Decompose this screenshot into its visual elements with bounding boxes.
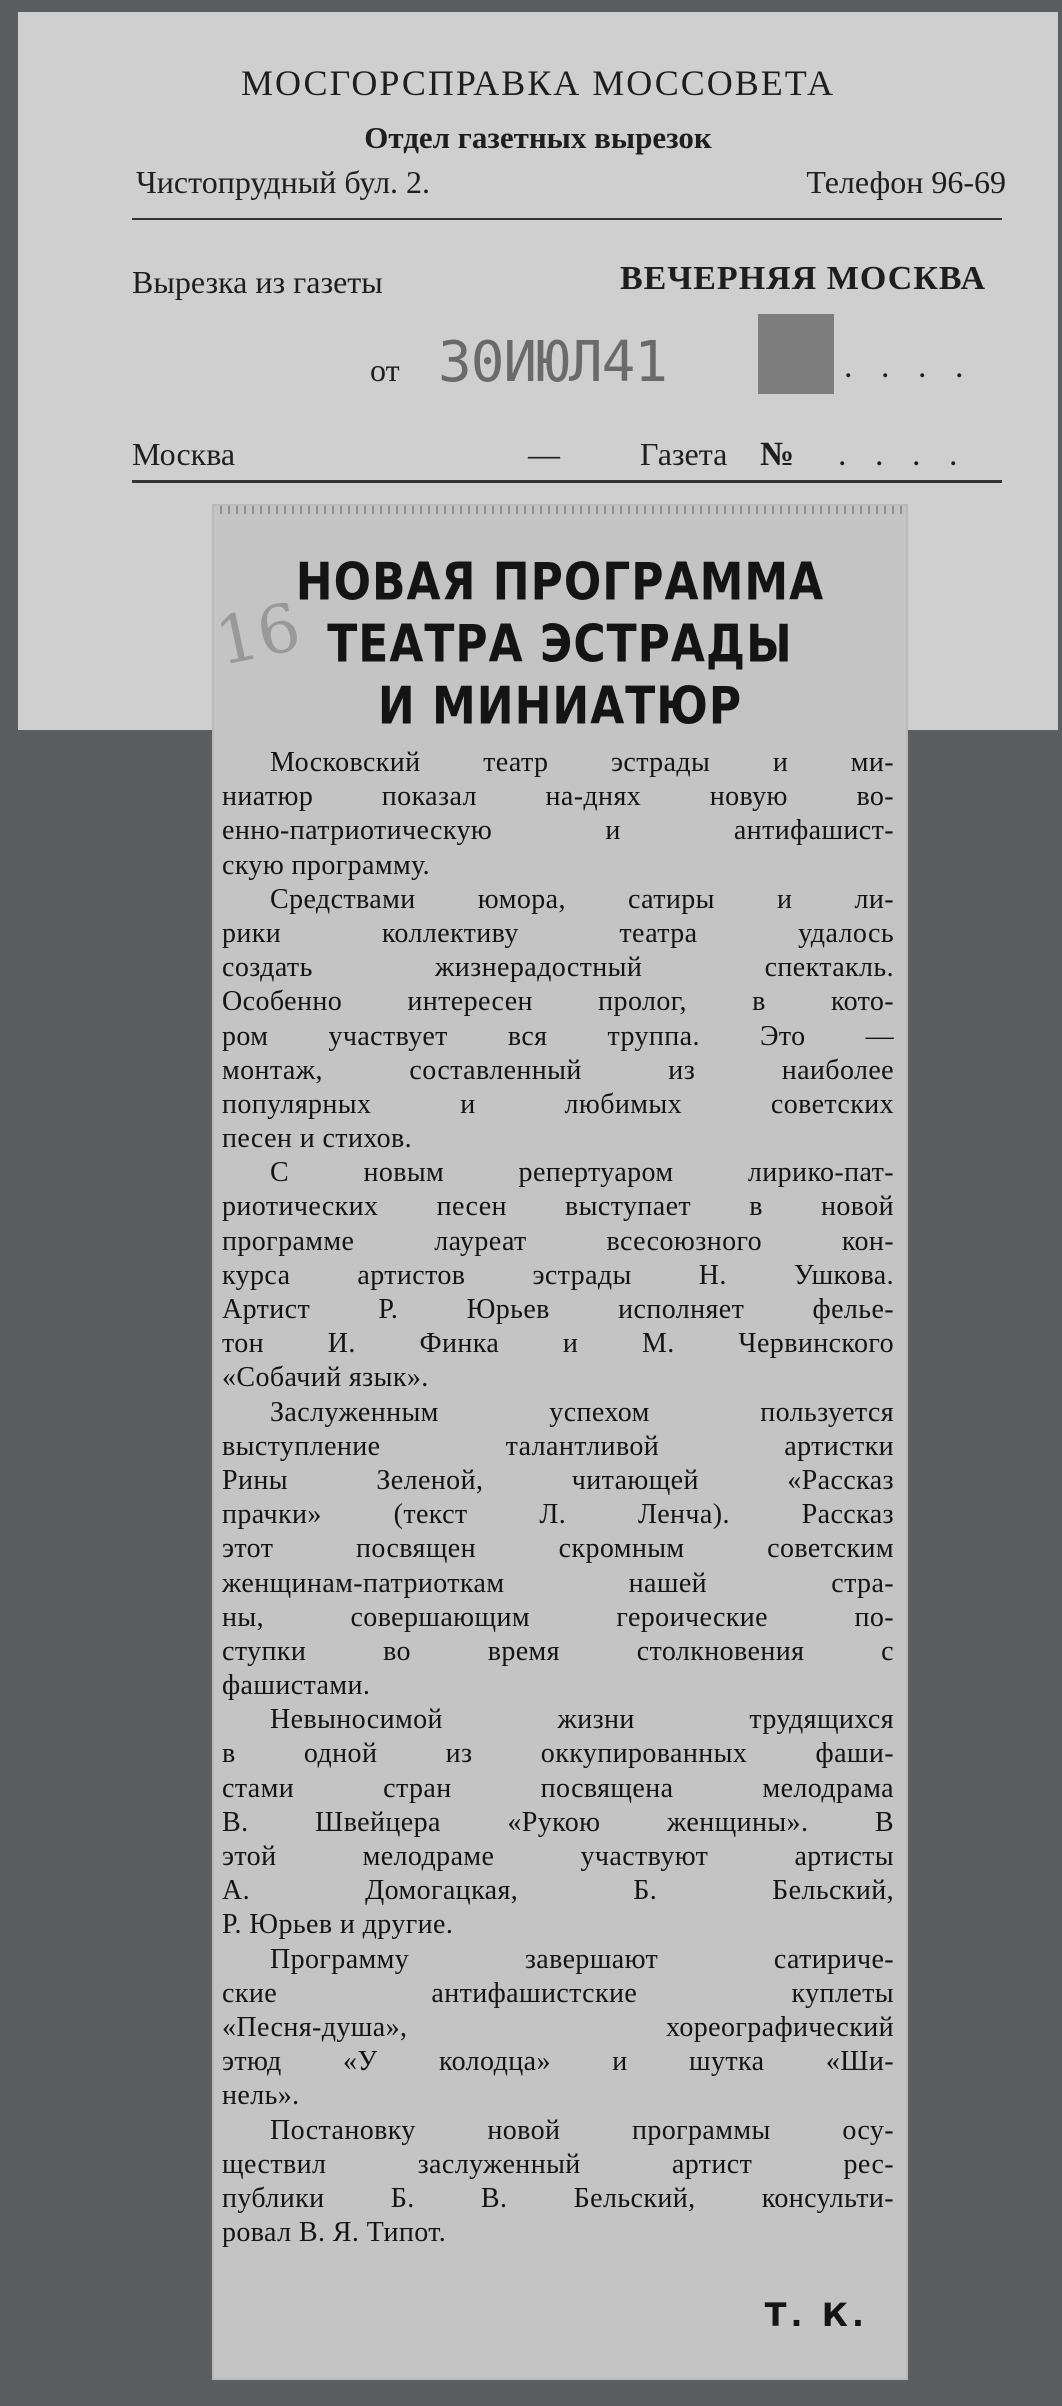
perforated-edge bbox=[214, 506, 906, 514]
article-line: песен и стихов. bbox=[222, 1123, 413, 1155]
article-line: ром участвует вся труппа. Это — bbox=[222, 1020, 894, 1052]
article-paragraph bbox=[222, 883, 894, 1157]
article-line: этой мелодраме участвуют артисты bbox=[222, 1841, 894, 1872]
article-line: А. Домогацкая, Б. Бельский, bbox=[222, 1875, 894, 1907]
article-headline bbox=[214, 552, 906, 738]
article-line: нель». bbox=[222, 2080, 300, 2112]
article-line: прачки» (текст Л. Ленча). Рассказ bbox=[222, 1499, 894, 1531]
divider bbox=[132, 480, 1002, 483]
article-line: ровал В. Я. Типот. bbox=[222, 2217, 447, 2249]
article-line: создать жизнерадостный спектакль. bbox=[222, 952, 894, 984]
article-line: Московский театр эстрады и ми- bbox=[270, 747, 894, 778]
article-line: Особенно интересен пролог, в кото- bbox=[222, 986, 894, 1018]
article-line: енно-патриотическую и антифашист- bbox=[222, 815, 894, 847]
newspaper-name: ВЕЧЕРНЯЯ МОСКВА bbox=[619, 260, 986, 297]
article-line: женщинам-патриоткам нашей стра- bbox=[222, 1567, 894, 1599]
article-paragraph bbox=[222, 746, 894, 883]
city-dash: — bbox=[528, 436, 560, 472]
article-line: Средствами юмора, сатиры и ли- bbox=[270, 883, 894, 915]
article-line: в одной из оккупированных фаши- bbox=[222, 1738, 894, 1770]
article-line: «Собачий язык». bbox=[222, 1362, 429, 1394]
article-line: стами стран посвящена мелодрама bbox=[222, 1772, 894, 1804]
article-paragraph bbox=[222, 1396, 894, 1704]
author-signature: Т. К. bbox=[764, 2296, 868, 2334]
article-line: ступки во время столкновения с bbox=[222, 1635, 894, 1667]
article-line: публики Б. В. Бельский, консульти- bbox=[222, 2182, 894, 2214]
article-line: этюд «У колодца» и шутка «Ши- bbox=[222, 2046, 894, 2078]
article-paragraph bbox=[222, 1943, 894, 2114]
gazeta-label: Газета bbox=[640, 436, 728, 472]
article-line: риотических песен выступает в новой bbox=[222, 1191, 894, 1223]
newspaper-clipping bbox=[208, 506, 906, 2378]
city-label: Москва bbox=[132, 436, 236, 472]
headline-line: НОВАЯ ПРОГРАММА bbox=[295, 552, 825, 613]
article-line: Р. Юрьев и другие. bbox=[222, 1909, 454, 1941]
article-line: ские антифашистские куплеты bbox=[222, 1977, 894, 2009]
slip-phone: Телефон 96-69 bbox=[806, 164, 1006, 200]
clip-source-label: Вырезка из газеты bbox=[132, 264, 383, 300]
slip-subtitle: Отдел газетных вырезок bbox=[364, 120, 712, 155]
number-dots: . . . . bbox=[838, 436, 968, 473]
article-line: тон И. Финка и М. Червинского bbox=[222, 1328, 894, 1360]
article-line: программе лауреат всесоюзного кон- bbox=[222, 1225, 894, 1257]
article-line: ществил заслуженный артист рес- bbox=[222, 2148, 894, 2180]
article-paragraph bbox=[222, 2114, 894, 2251]
article-line: Артист Р. Юрьев исполняет фелье- bbox=[222, 1294, 894, 1325]
date-dots: . . . . bbox=[844, 348, 974, 385]
article-line: Постановку новой программы осу- bbox=[270, 2114, 894, 2146]
headline-line: И МИНИАТЮР bbox=[377, 676, 743, 737]
date-stamp: 30ИЮЛ41 bbox=[438, 330, 668, 395]
article-line: Заслуженным успехом пользуется bbox=[270, 1396, 894, 1428]
article-line: ниатюр показал на-днях новую во- bbox=[222, 781, 894, 813]
article-line: Невыносимой жизни трудящихся bbox=[270, 1704, 894, 1736]
article-line: выступление талантливой артистки bbox=[222, 1430, 894, 1462]
article-line: ны, совершающим героические по- bbox=[222, 1601, 894, 1633]
slip-title: МОСГОРСПРАВКА МОССОВЕТА bbox=[241, 63, 835, 103]
article-line: этот посвящен скромным советским bbox=[222, 1533, 894, 1565]
article-line: популярных и любимых советских bbox=[222, 1088, 894, 1120]
article-body bbox=[222, 746, 894, 2250]
divider bbox=[132, 218, 1002, 220]
article-line: монтаж, составленный из наиболее bbox=[222, 1054, 894, 1086]
headline-line: ТЕАТРА ЭСТРАДЫ bbox=[327, 614, 793, 675]
article-line: фашистами. bbox=[222, 1670, 371, 1702]
article-line: В. Швейцера «Рукою женщины». В bbox=[222, 1806, 894, 1838]
slip-address: Чистопрудный бул. 2. bbox=[136, 164, 431, 200]
number-sign: № bbox=[760, 436, 795, 473]
article-line: скую программу. bbox=[222, 849, 431, 881]
article-line: рики коллективу театра удалось bbox=[222, 917, 894, 949]
article-line: курса артистов эстрады Н. Ушкова. bbox=[222, 1259, 894, 1291]
ink-smudge bbox=[758, 314, 834, 394]
article-line: «Песня-душа», хореографический bbox=[222, 2011, 894, 2043]
article-line: С новым репертуаром лирико-пат- bbox=[270, 1157, 894, 1189]
article-paragraph bbox=[222, 1703, 894, 1942]
date-from-label: от bbox=[370, 352, 400, 388]
pencil-mark: 16 bbox=[208, 588, 308, 681]
article-line: Рины Зеленой, читающей «Рассказ bbox=[222, 1464, 894, 1496]
article-paragraph bbox=[222, 1156, 894, 1395]
article-line: Программу завершают сатириче- bbox=[270, 1943, 894, 1975]
